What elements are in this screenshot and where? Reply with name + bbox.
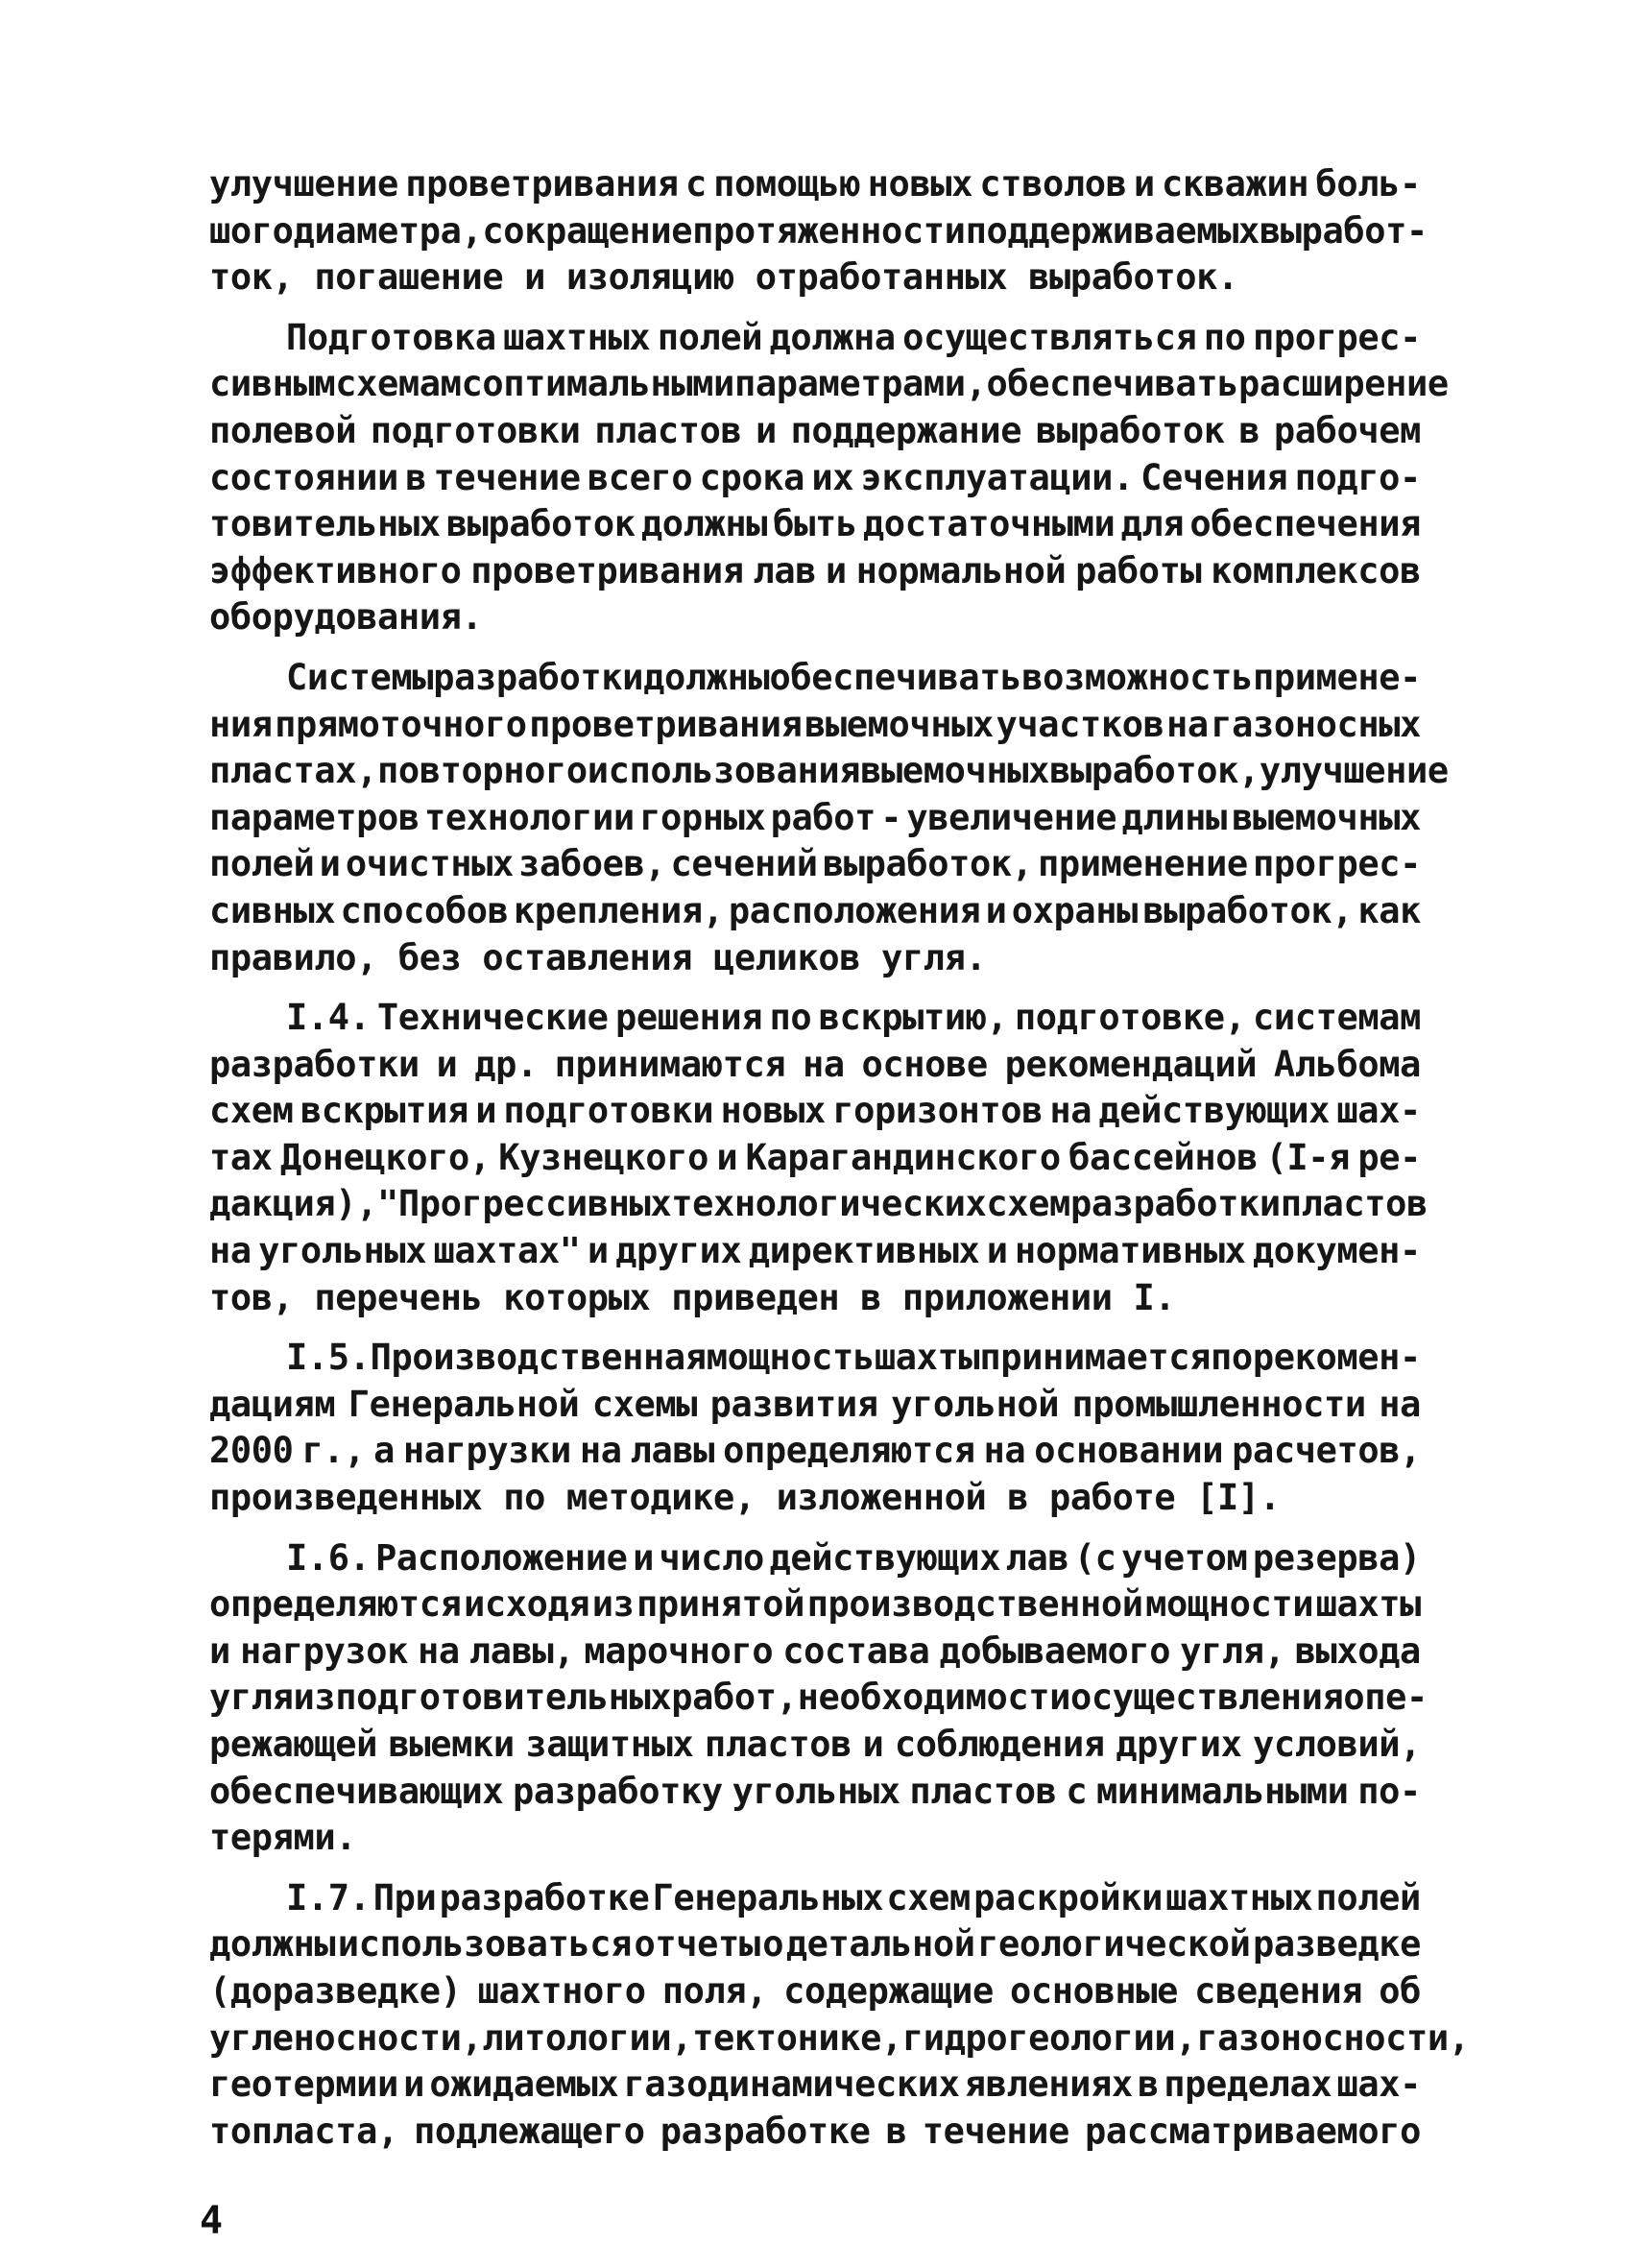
text-line: шого диаметра, сокращение протяженности поддерживаемых выработ- bbox=[209, 209, 1428, 252]
text-line: I.7. При разработке Генеральных схем раскройки шахтных полей bbox=[286, 1876, 1421, 1918]
text-line: сивным схемам с оптимальными параметрами,обеспечивать расширение bbox=[209, 363, 1449, 405]
text-line: тов, перечень которых приведен в приложении I. bbox=[209, 1276, 1176, 1318]
text-line: состоянии в течение всего срока их эксплуатации. Сечения подго- bbox=[209, 456, 1421, 498]
text-line: (доразведке) шахтного поля, содержащие основные сведения об bbox=[209, 1969, 1421, 2012]
text-line: произведенных по методике, изложенной в работе [I]. bbox=[209, 1477, 1281, 1519]
text-line: оборудования. bbox=[209, 596, 483, 639]
text-line: 2000 г., а нагрузки на лавы определяются на основании расчетов, bbox=[209, 1430, 1421, 1472]
paragraph bbox=[209, 1335, 1421, 1521]
text-line: улучшение проветривания с помощью новых стволов и скважин боль- bbox=[209, 163, 1421, 205]
body-text bbox=[209, 161, 1470, 2168]
paragraph bbox=[209, 655, 1449, 981]
text-line: сивных способов крепления, расположения и охраны выработок, как bbox=[209, 889, 1421, 931]
text-line: полей и очистных забоев, сечений выработок, применение прогрес- bbox=[209, 843, 1421, 885]
paragraph bbox=[209, 1875, 1470, 2156]
text-line: ток, погашение и изоляцию отработанных выработок. bbox=[209, 256, 1238, 299]
text-line: I.5. Производственная мощность шахты принимается по рекомен- bbox=[286, 1337, 1421, 1379]
text-line: топласта, подлежащего разработке в течение рассматриваемого bbox=[209, 2110, 1421, 2152]
text-line: угля из подготовительных работ, необходимости осуществления опе- bbox=[209, 1677, 1428, 1719]
text-line: схем вскрытия и подготовки новых горизонтов на действующих шах- bbox=[209, 1090, 1421, 1132]
text-line: пластах, повторного использования выемочных выработок, улучшение bbox=[209, 750, 1449, 792]
text-line: терями. bbox=[209, 1817, 357, 1859]
text-line: определяются исходя из принятой производственной мощности шахты bbox=[209, 1583, 1421, 1626]
paragraph bbox=[209, 161, 1428, 302]
page-number: 4 bbox=[200, 2199, 224, 2243]
text-line: тах Донецкого, Кузнецкого и Карагандинского бассейнов (I-я ре- bbox=[209, 1136, 1421, 1178]
text-line: Системы разработки должны обеспечивать возможность примене- bbox=[286, 656, 1421, 698]
paragraph bbox=[209, 315, 1449, 641]
text-line: товительных выработок должны быть достаточными для обеспечения bbox=[209, 503, 1421, 545]
text-line: правило, без оставления целиков угля. bbox=[209, 936, 987, 978]
text-line: угленосности, литологии, тектонике, гидрогеологии, газоносности, bbox=[209, 2016, 1470, 2059]
text-line: разработки и др. принимаются на основе рекомендаций Альбома bbox=[209, 1043, 1421, 1085]
text-line: геотермии и ожидаемых газодинамических явлениях в пределах шах- bbox=[209, 2063, 1421, 2106]
paragraph bbox=[209, 995, 1428, 1321]
text-line: режающей выемки защитных пластов и соблюдения других условий, bbox=[209, 1724, 1421, 1765]
text-line: на угольных шахтах" и других директивных и нормативных докумен- bbox=[209, 1230, 1421, 1272]
text-line: I.4. Технические решения по вскрытию, подготовке, системам bbox=[286, 997, 1421, 1039]
text-line: Подготовка шахтных полей должна осуществляться по прогрес- bbox=[286, 316, 1421, 358]
text-line: эффективного проветривания лав и нормальной работы комплексов bbox=[209, 549, 1421, 591]
text-line: обеспечивающих разработку угольных пластов с минимальными по- bbox=[209, 1770, 1421, 1812]
text-line: дакция), "Прогрессивных технологических схем разработки пластов bbox=[209, 1183, 1428, 1225]
text-line: должны использоваться отчеты о детальной геологической разведке bbox=[209, 1923, 1421, 1966]
text-line: и нагрузок на лавы, марочного состава добываемого угля, выхода bbox=[209, 1629, 1421, 1672]
text-line: I.6. Расположение и число действующих лав (с учетом резерва) bbox=[286, 1536, 1421, 1579]
text-line: параметров технологии горных работ - увеличение длины выемочных bbox=[209, 796, 1421, 838]
text-line: полевой подготовки пластов и поддержание выработок в рабочем bbox=[209, 409, 1421, 451]
paragraph bbox=[209, 1535, 1428, 1862]
text-line: ния прямоточного проветривания выемочных участков на газоносных bbox=[209, 703, 1421, 745]
text-line: дациям Генеральной схемы развития угольной промышленности на bbox=[209, 1383, 1421, 1425]
